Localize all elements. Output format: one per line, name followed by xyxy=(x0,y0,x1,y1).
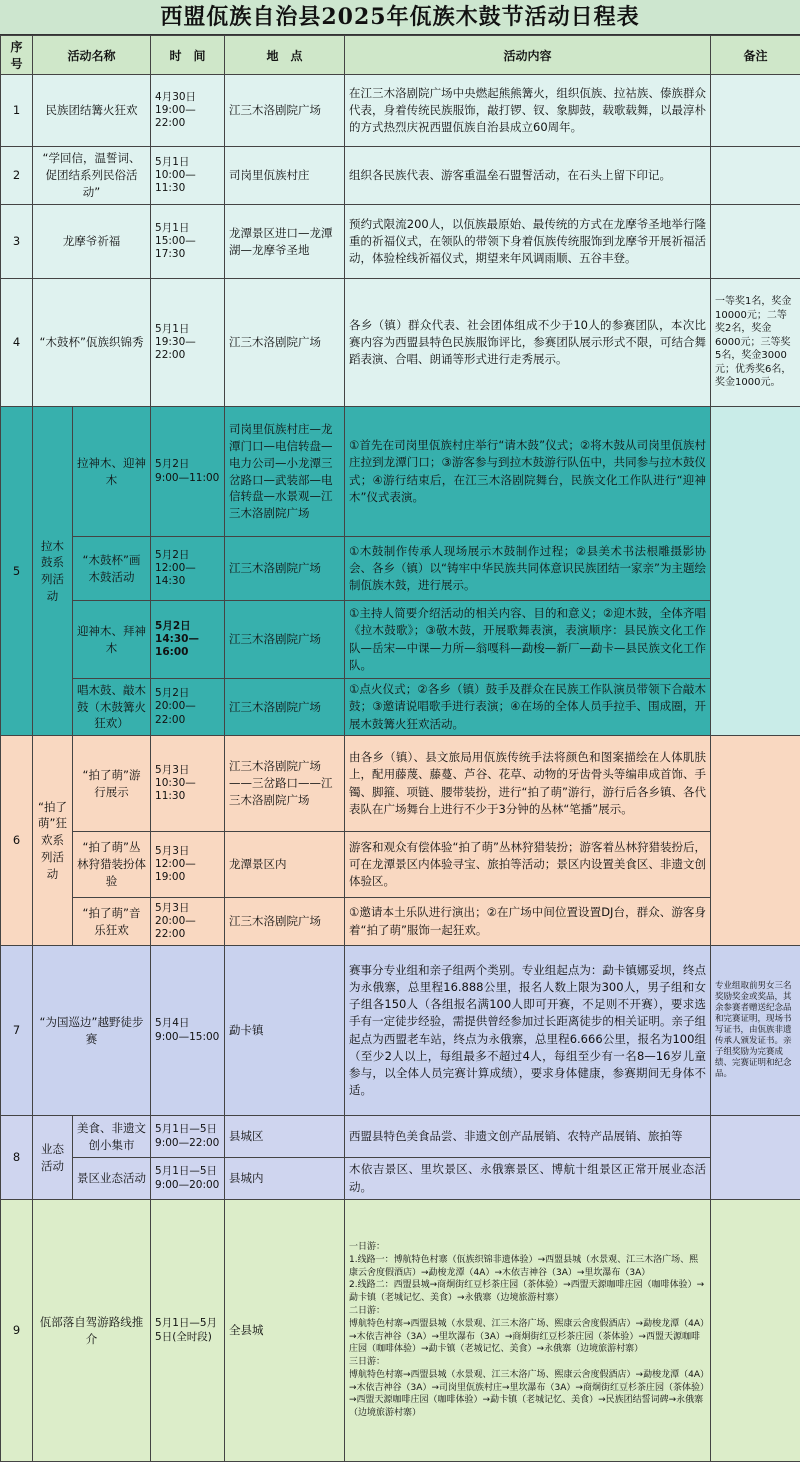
table-row xyxy=(1,736,800,832)
table-row xyxy=(1,205,800,279)
activity-group: “拍了萌”狂欢系列活动 xyxy=(33,736,73,946)
activity-place: 全县城 xyxy=(225,1200,345,1462)
activity-note xyxy=(711,407,800,736)
activity-content: 一日游： 1.线路一：博航特色村寨（佤族织锦非遗体验）→西盟县城（水景观、江三木洛广场、熙康云舍度假酒店）→勐梭龙潭（4A）→木依吉神谷（3A）→里坎瀑布（3A） 2.线路二：西盟县城→商炯街红豆杉茶庄园（茶体验）→西盟天源咖啡庄园（咖啡体验）→勐卡镇（老城记忆、美食）→永俄寨（边境旅游村寨） 二日游： 博航特色村寨→西盟县城（水景观、江三木洛广场、熙康云舍度假酒店）→勐梭龙潭（4A）→木依吉神谷（3A）→里坎瀑布（3A）→商炯街红豆杉茶庄园（茶体验）→西盟天源咖啡庄园（咖啡体验）→勐卡镇（老城记忆、美食）→永俄寨（边境旅游村寨） 三日游： 博航特色村寨→西盟县城（水景观、江三木洛广场、熙康云舍度假酒店）→勐梭龙潭（4A）→木依吉神谷（3A）→司岗里佤族村庄→里坎瀑布（3A）→商炯街红豆杉茶庄园（茶体验）→西盟天源咖啡庄园（咖啡体验）→勐卡镇（老城记忆、美食）→民族团结誓词碑→永俄寨（边境旅游村寨） xyxy=(345,1200,711,1462)
activity-place: 司岗里佤族村庄—龙潭门口—电信转盘—电力公司—小龙潭三岔路口—武装部—电信转盘—水景观—江三木洛剧院广场 xyxy=(225,407,345,537)
activity-name: 景区业态活动 xyxy=(73,1158,151,1200)
activity-name: “拍了萌”丛林狩猎装扮体验 xyxy=(73,832,151,898)
activity-content: 各乡（镇）群众代表、社会团体组成不少于10人的参赛团队，本次比赛内容为西盟县特色民族服饰评比，参赛团队展示形式不限，可结合舞蹈表演、合唱、朗诵等形式进行走秀展示。 xyxy=(345,279,711,407)
activity-content: ①木鼓制作传承人现场展示木鼓制作过程；②县美术书法根雕摄影协会、各乡（镇）以“铸牢中华民族共同体意识民族团结一家亲”为主题绘制佤族木鼓，进行展示。 xyxy=(345,537,711,601)
header-name: 活动名称 xyxy=(33,36,151,75)
activity-place: 江三木洛剧院广场 xyxy=(225,898,345,946)
header-note: 备注 xyxy=(711,36,800,75)
activity-note xyxy=(711,147,800,205)
activity-content: ①邀请本土乐队进行演出；②在广场中间位置设置DJ台，群众、游客身着“拍了萌”服饰一起狂欢。 xyxy=(345,898,711,946)
header-content: 活动内容 xyxy=(345,36,711,75)
table-row xyxy=(1,537,800,601)
activity-place: 龙潭景区内 xyxy=(225,832,345,898)
activity-time: 5月1日 19:30—22:00 xyxy=(151,279,225,407)
activity-time: 5月1日 15:00—17:30 xyxy=(151,205,225,279)
row-number: 6 xyxy=(1,736,33,946)
table-row xyxy=(1,679,800,736)
activity-time: 5月1日—5日 9:00—22:00 xyxy=(151,1116,225,1158)
activity-place: 江三木洛剧院广场 xyxy=(225,75,345,147)
activity-place: 龙潭景区进口—龙潭湖—龙摩爷圣地 xyxy=(225,205,345,279)
activity-content: 赛事分专业组和亲子组两个类别。专业组起点为：勐卡镇娜妥坝，终点为永俄寨，总里程16.888公里，报名人数上限为300人，男子组和女子组各150人（各组报名满100人即可开赛，不足则不开赛），要求选手有一定徒步经验，需提供曾经参加过长距离徒步的相关证明。亲子组起点为西盟老车站，终点为永俄寨，总里程6.666公里，报名为100组（至少2人以上，每组最多不超过4人，每组至少有一名8—16岁儿童参与，以全体人员完赛计算成绩），要求身体健康，参赛期间无身体不适。 xyxy=(345,946,711,1116)
activity-name: “为国巡边”越野徒步赛 xyxy=(33,946,151,1116)
activity-content: 在江三木洛剧院广场中央燃起熊熊篝火，组织佤族、拉祜族、傣族群众代表，身着传统民族服饰，敲打锣、钗、象脚鼓，载歌载舞，以最淳朴的方式热烈庆祝西盟佤族自治县成立60周年。 xyxy=(345,75,711,147)
activity-time: 5月2日 14:30—16:00 xyxy=(151,601,225,679)
header-place: 地 点 xyxy=(225,36,345,75)
activity-name: 迎神木、拜神木 xyxy=(73,601,151,679)
activity-note: 一等奖1名，奖金10000元；二等奖2名，奖金6000元；三等奖5名，奖金3000元；优秀奖6名，奖金1000元。 xyxy=(711,279,800,407)
activity-group: 拉木鼓系列活动 xyxy=(33,407,73,736)
activity-place: 司岗里佤族村庄 xyxy=(225,147,345,205)
schedule-table xyxy=(0,35,800,1462)
row-number: 4 xyxy=(1,279,33,407)
activity-name: 拉神木、迎神木 xyxy=(73,407,151,537)
table-row xyxy=(1,1158,800,1200)
table-row xyxy=(1,1116,800,1158)
activity-name: 龙摩爷祈福 xyxy=(33,205,151,279)
activity-content: ①首先在司岗里佤族村庄举行“请木鼓”仪式；②将木鼓从司岗里佤族村庄拉到龙潭门口；③游客参与到拉木鼓游行队伍中，共同参与拉木鼓仪式；④游行结束后，在江三木洛剧院舞台，民族文化工作队进行“迎神木”仪式表演。 xyxy=(345,407,711,537)
activity-time: 5月4日 9:00—15:00 xyxy=(151,946,225,1116)
activity-name: “学回信，温誓词、促团结系列民俗活动” xyxy=(33,147,151,205)
activity-place: 县城区 xyxy=(225,1116,345,1158)
activity-time: 5月2日 20:00—22:00 xyxy=(151,679,225,736)
activity-content: 西盟县特色美食品尝、非遗文创产品展销、农特产品展销、旅拍等 xyxy=(345,1116,711,1158)
table-row xyxy=(1,407,800,537)
table-row xyxy=(1,279,800,407)
activity-name: “木鼓杯”佤族织锦秀 xyxy=(33,279,151,407)
table-row xyxy=(1,147,800,205)
activity-group: 业态活动 xyxy=(33,1116,73,1200)
activity-content: 组织各民族代表、游客重温垒石盟誓活动，在石头上留下印记。 xyxy=(345,147,711,205)
table-row xyxy=(1,601,800,679)
table-row xyxy=(1,946,800,1116)
row-number: 2 xyxy=(1,147,33,205)
activity-place: 江三木洛剧院广场 xyxy=(225,279,345,407)
activity-name: 民族团结篝火狂欢 xyxy=(33,75,151,147)
header-no: 序号 xyxy=(1,36,33,75)
activity-name: 唱木鼓、敲木鼓（木鼓篝火狂欢） xyxy=(73,679,151,736)
activity-name: 美食、非遗文创小集市 xyxy=(73,1116,151,1158)
page-title: 西盟佤族自治县2025年佤族木鼓节活动日程表 xyxy=(0,0,800,35)
table-row xyxy=(1,75,800,147)
table-row xyxy=(1,898,800,946)
activity-name: “拍了萌”游行展示 xyxy=(73,736,151,832)
row-number: 3 xyxy=(1,205,33,279)
row-number: 8 xyxy=(1,1116,33,1200)
row-number: 1 xyxy=(1,75,33,147)
activity-time: 4月30日 19:00—22:00 xyxy=(151,75,225,147)
activity-place: 江三木洛剧院广场 xyxy=(225,601,345,679)
activity-content: 由各乡（镇）、县文旅局用佤族传统手法将颜色和图案描绘在人体肌肤上，配用藤蔑、藤蔓、芦谷、花草、动物的牙齿骨头等编串成首饰、手镯、脚箍、项链、腰带装扮，进行“拍了萌”游行，游行后各乡镇、各代表队在广场舞台上进行不少于3分钟的丛林“笔播”展示。 xyxy=(345,736,711,832)
activity-content: 游客和观众有偿体验“拍了萌”丛林狩猎装扮；游客着丛林狩猎装扮后，可在龙潭景区内体验寻宝、旅拍等活动；景区内设置美食区、非遗文创体验区。 xyxy=(345,832,711,898)
activity-time: 5月3日 10:30—11:30 xyxy=(151,736,225,832)
row-number: 9 xyxy=(1,1200,33,1462)
table-row xyxy=(1,832,800,898)
activity-name: 佤部落自驾游路线推介 xyxy=(33,1200,151,1462)
header-row xyxy=(1,36,800,75)
activity-note xyxy=(711,1200,800,1462)
activity-name: “拍了萌”音乐狂欢 xyxy=(73,898,151,946)
activity-note xyxy=(711,1116,800,1200)
row-number: 7 xyxy=(1,946,33,1116)
activity-note xyxy=(711,205,800,279)
activity-time: 5月1日 10:00—11:30 xyxy=(151,147,225,205)
activity-time: 5月3日 12:00—19:00 xyxy=(151,832,225,898)
activity-time: 5月3日 20:00—22:00 xyxy=(151,898,225,946)
activity-content: ①点火仪式；②各乡（镇）鼓手及群众在民族工作队演员带领下合敲木鼓；③邀请说唱歌手进行表演；④在场的全体人员手拉手、围成圈，开展木鼓篝火狂欢活动。 xyxy=(345,679,711,736)
header-time: 时 间 xyxy=(151,36,225,75)
activity-content: 木依吉景区、里坎景区、永俄寨景区、博航十组景区正常开展业态活动。 xyxy=(345,1158,711,1200)
activity-note xyxy=(711,75,800,147)
activity-content: ①主持人简要介绍活动的相关内容、目的和意义；②迎木鼓，全体齐唱《拉木鼓歌》；③敬木鼓，开展歌舞表演，表演顺序：县民族文化工作队—岳宋—中课—力所—翁嘎科—勐梭—新厂—勐卡—县民族文化工作队。 xyxy=(345,601,711,679)
activity-time: 5月1日—5月5日(全时段) xyxy=(151,1200,225,1462)
activity-note xyxy=(711,736,800,946)
activity-place: 江三木洛剧院广场 xyxy=(225,679,345,736)
activity-place: 江三木洛剧院广场——三岔路口——江三木洛剧院广场 xyxy=(225,736,345,832)
activity-content: 预约式限流200人，以佤族最原始、最传统的方式在龙摩爷圣地举行隆重的祈福仪式，在领队的带领下身着佤族传统服饰到龙摩爷开展祈福活动，体验栓线祈福仪式，期望来年风调雨顺、五谷丰登。 xyxy=(345,205,711,279)
activity-place: 江三木洛剧院广场 xyxy=(225,537,345,601)
activity-name: “木鼓杯”画木鼓活动 xyxy=(73,537,151,601)
table-row xyxy=(1,1200,800,1462)
activity-place: 勐卡镇 xyxy=(225,946,345,1116)
activity-place: 县城内 xyxy=(225,1158,345,1200)
row-number: 5 xyxy=(1,407,33,736)
activity-time: 5月1日—5日 9:00—20:00 xyxy=(151,1158,225,1200)
activity-time: 5月2日 9:00—11:00 xyxy=(151,407,225,537)
activity-time: 5月2日 12:00—14:30 xyxy=(151,537,225,601)
activity-note: 专业组取前男女三名奖励奖金或奖品，其余参赛者赠送纪念品和完赛证明，现场书写证书，由佤族非遗传承人颁发证书。亲子组奖励为完赛成绩、完赛证明和纪念品。 xyxy=(711,946,800,1116)
